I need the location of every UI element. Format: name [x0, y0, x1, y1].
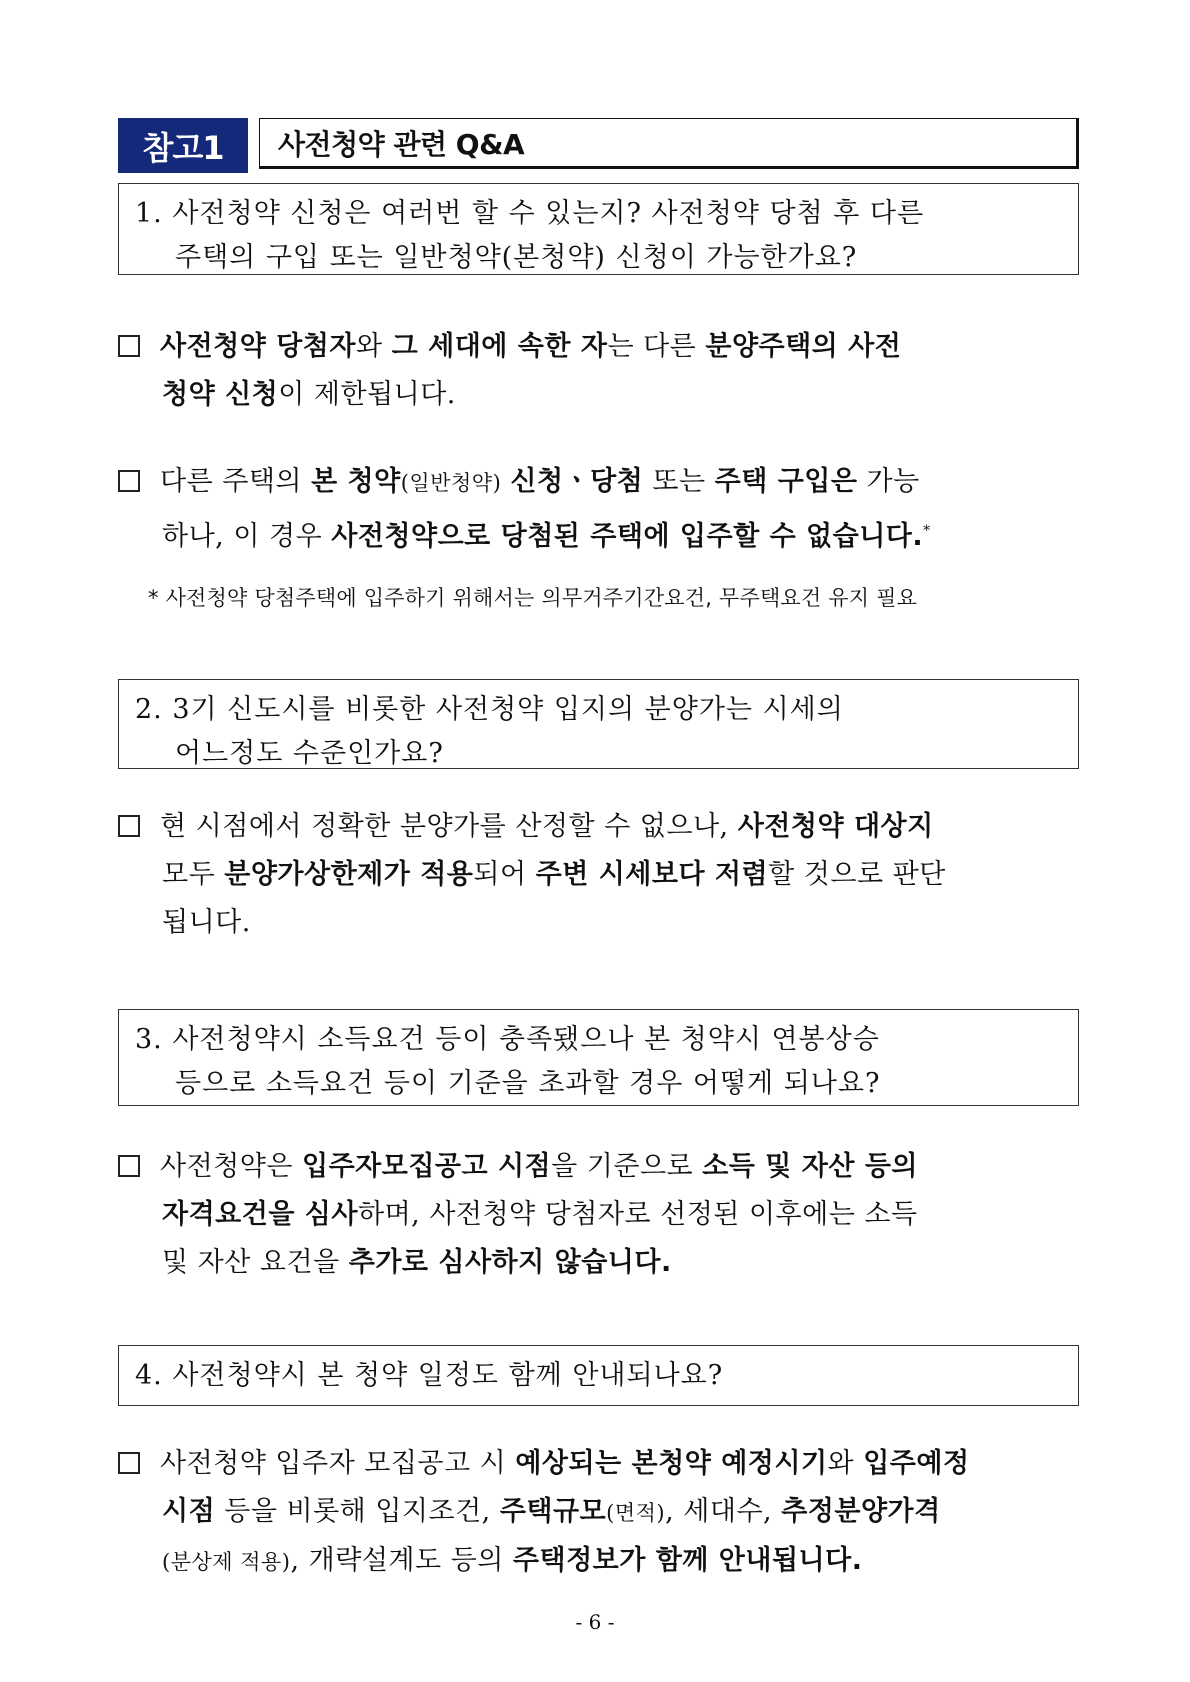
question-4-line-1: 4. 사전청약시 본 청약 일정도 함께 안내되나요? — [135, 1360, 724, 1391]
question-1-line-1: 1. 사전청약 신청은 여러번 할 수 있는지? 사전청약 당첨 후 다른 — [135, 198, 925, 229]
answer-3-paragraph-1: 사전청약은 입주자모집공고 시점을 기준으로 소득 및 자산 등의 자격요건을 심사하며, 사전청약 당첨자로 선정된 이후에는 소득 및 자산 요건을 추가로 심사하지 않습니다. — [118, 1143, 1083, 1287]
page-number: - 6 - — [575, 1610, 615, 1634]
question-2-line-2: 어느정도 수준인가요? — [175, 738, 444, 769]
checkbox-icon — [118, 1155, 140, 1177]
checkbox-icon — [118, 815, 140, 837]
reference-tag: 참고1 — [118, 118, 248, 173]
question-box-3 — [118, 1009, 1079, 1106]
question-box-2 — [118, 679, 1079, 769]
answer-2-paragraph-1: 현 시점에서 정확한 분양가를 산정할 수 없으나, 사전청약 대상지 모두 분양가상한제가 적용되어 주변 시세보다 저렴할 것으로 판단 됩니다. — [118, 803, 1083, 947]
question-3-line-1: 3. 사전청약시 소득요건 등이 충족됐으나 본 청약시 연봉상승 — [135, 1024, 880, 1055]
section-title: 사전청약 관련 Q&A — [259, 118, 1079, 169]
question-box-4 — [118, 1345, 1079, 1406]
section-header — [118, 118, 1085, 173]
checkbox-icon — [118, 335, 140, 357]
checkbox-icon — [118, 470, 140, 492]
footnote-1: * 사전청약 당첨주택에 입주하기 위해서는 의무거주기간요건, 무주택요건 유지 필요 — [148, 586, 918, 610]
question-box-1 — [118, 183, 1079, 275]
question-3-line-2: 등으로 소득요건 등이 기준을 초과할 경우 어떻게 되나요? — [175, 1068, 881, 1099]
question-2-line-1: 2. 3기 신도시를 비롯한 사전청약 입지의 분양가는 시세의 — [135, 694, 844, 725]
answer-4-paragraph-1: 사전청약 입주자 모집공고 시 예상되는 본청약 예정시기와 입주예정 시점 등을 비롯해 입지조건, 주택규모(면적), 세대수, 추정분양가격 (분상제 적용), 개략설계도 등의 주택정보가 함께 안내됩니다. — [118, 1440, 1083, 1586]
checkbox-icon — [118, 1452, 140, 1474]
answer-1-paragraph-2: 다른 주택의 본 청약(일반청약) 신청ㆍ당첨 또는 주택 구입은 가능 하나, 이 경우 사전청약으로 당첨된 주택에 입주할 수 없습니다.* — [118, 458, 1083, 561]
question-1-line-2: 주택의 구입 또는 일반청약(본청약) 신청이 가능한가요? — [175, 242, 858, 273]
answer-1-paragraph-1: 사전청약 당첨자와 그 세대에 속한 자는 다른 분양주택의 사전 청약 신청이 제한됩니다. — [118, 323, 1083, 419]
